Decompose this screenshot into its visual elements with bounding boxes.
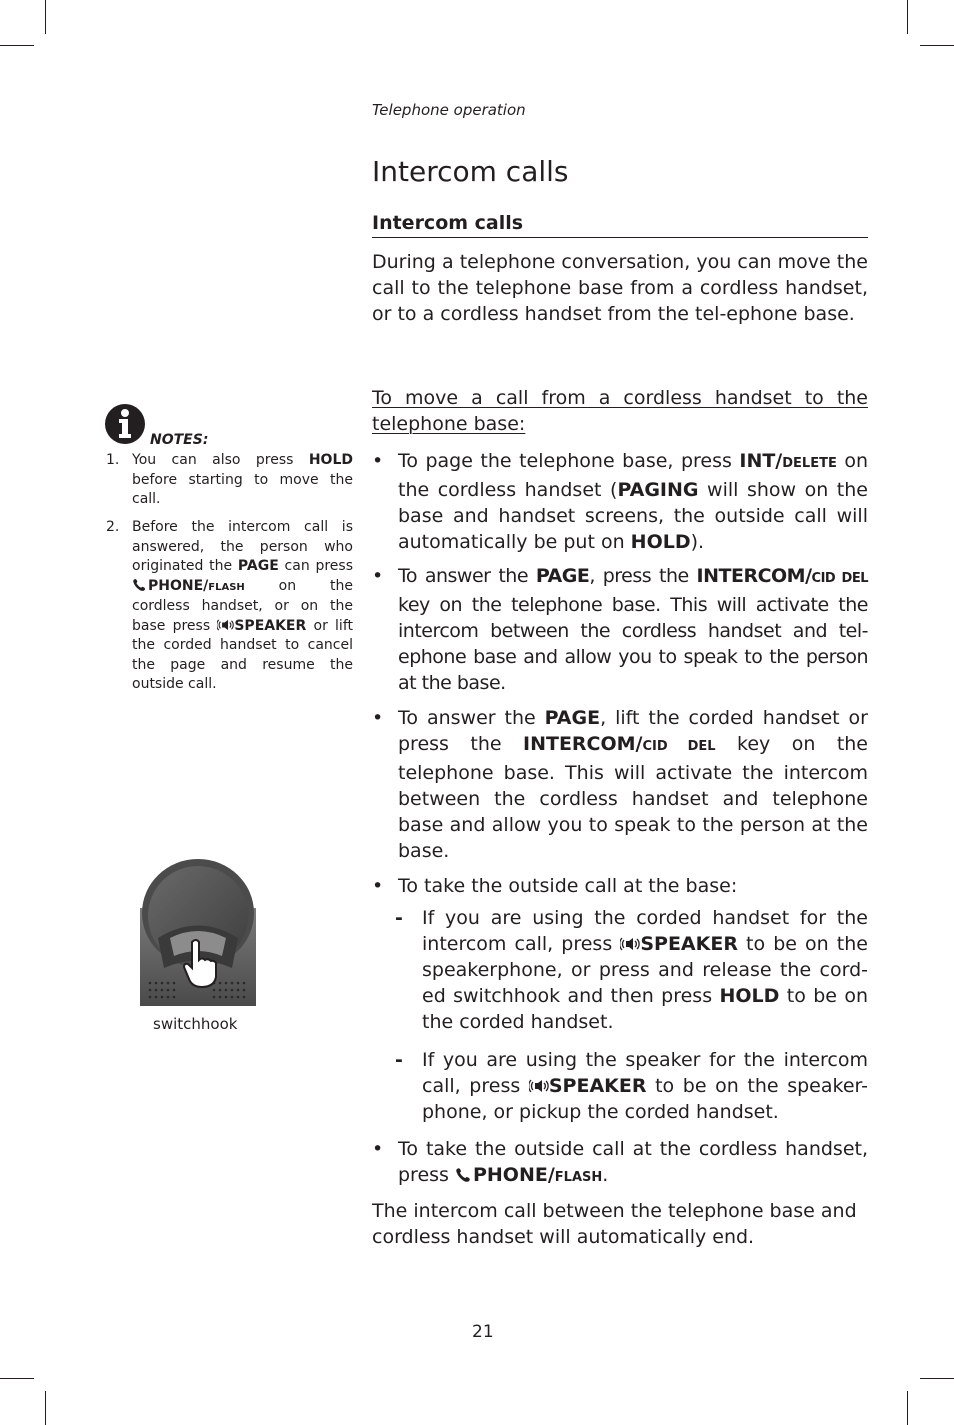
- note-item: [106, 518, 353, 695]
- bullet-text: To answer the PAGE, press the INTERCOM/CID DEL key on the telephone base. This will activate the intercom between the cordless handset and tel-ephone base and allow you to speak to the person at the base.: [398, 565, 868, 694]
- crop-mark: [0, 45, 34, 46]
- bullet-text: To answer the PAGE, lift the corded handset or press the INTERCOM/CID DEL key on the telephone base. This will activate the intercom between the cordless handset and telephone base and allow you to speak to the person at the base.: [398, 707, 868, 862]
- intro-paragraph: During a telephone conversation, you can move the call to the telephone base from a cordless handset, or to a cordless handset from the tel-ephone base.: [372, 251, 868, 325]
- phone-icon: [455, 1167, 473, 1183]
- bullet-dot: •: [372, 875, 384, 897]
- crop-mark: [920, 1378, 954, 1379]
- notes-label: NOTES:: [150, 432, 209, 448]
- figure-caption: switchhook: [153, 1015, 238, 1033]
- crop-mark: [45, 1391, 46, 1425]
- note-number: 2.: [106, 519, 120, 535]
- crop-mark: [920, 45, 954, 46]
- bullet-text: To take the outside call at the cordless handset, press PHONE/FLASH.: [398, 1138, 868, 1186]
- note-text: Before the intercom call is answered, the person who originated the PAGE can press PHONE/FLASH on the cordless handset, or on the base press SPEAKER or lift the corded handset to cancel the page and resume the outside call.: [132, 519, 353, 692]
- dash-mark: -: [395, 907, 403, 929]
- crop-mark: [0, 1378, 34, 1379]
- bullet-item: [372, 1136, 868, 1191]
- closing-paragraph: The intercom call between the telephone base and cordless handset will automatically end.: [372, 1200, 857, 1248]
- note-text: You can also press HOLD before starting to move the call.: [132, 452, 353, 507]
- subheading: Intercom calls: [372, 212, 868, 238]
- dash-text: If you are using the corded handset for the intercom call, press SPEAKER to be on the speakerphone, or press and release the cord-ed switchhook and then press HOLD to be on the corded handset.: [422, 907, 869, 1033]
- bullet-dot: •: [372, 565, 383, 587]
- section-header: Telephone operation: [372, 101, 526, 119]
- page-number: 21: [472, 1322, 494, 1342]
- dash-item: [395, 1047, 868, 1125]
- speaker-icon: [529, 1078, 549, 1094]
- dash-item: [395, 905, 868, 1035]
- page-title: Intercom calls: [372, 155, 569, 188]
- note-number: 1.: [106, 452, 120, 468]
- bullet-item: [372, 563, 868, 696]
- info-icon: [105, 404, 145, 444]
- crop-mark: [907, 0, 908, 34]
- phone-icon: [132, 578, 148, 592]
- switchhook-illustration: [140, 858, 256, 1008]
- bullet-dot: •: [372, 450, 384, 472]
- bullet-item: [372, 873, 868, 899]
- note-item: [106, 451, 353, 510]
- bullet-text: To page the telephone base, press INT/DELETE on the cordless handset (PAGING will show on the base and handset screens, the outside call will automatically be put on HOLD).: [398, 450, 868, 553]
- bullet-dot: •: [372, 1138, 384, 1160]
- dash-mark: -: [395, 1049, 403, 1071]
- speaker-icon: [620, 936, 640, 952]
- bullet-item: [372, 448, 868, 555]
- bullet-text: To take the outside call at the base:: [398, 875, 738, 897]
- crop-mark: [45, 0, 46, 34]
- move-heading-text: To move a call from a cordless handset to the telephone base:: [372, 387, 868, 435]
- bullet-item: [372, 705, 868, 864]
- move-heading: [372, 385, 868, 437]
- dash-text: If you are using the speaker for the intercom call, press SPEAKER to be on the speaker-phone, or pickup the corded handset.: [422, 1049, 868, 1123]
- speaker-icon: [217, 618, 234, 632]
- bullet-dot: •: [372, 707, 384, 729]
- crop-mark: [907, 1391, 908, 1425]
